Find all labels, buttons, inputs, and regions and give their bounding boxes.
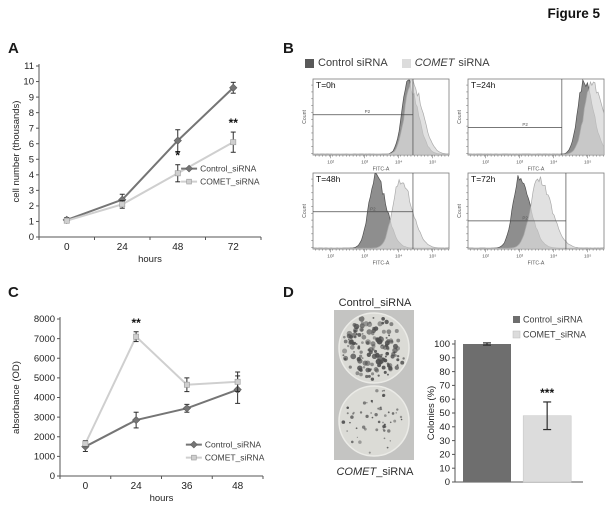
panel-c-absorbance-line-chart [6, 290, 270, 508]
panel-b-flow-histogram-t0 [300, 76, 452, 172]
panel-b-flow-histogram-t48 [300, 170, 452, 266]
chart-legend [513, 315, 586, 340]
y-tick-label: 10 [439, 463, 450, 475]
culture-dish [339, 386, 409, 456]
plate-label-text: COMET [336, 466, 377, 478]
y-axis-title: Count [457, 110, 463, 124]
panel-d-colonies-bar-chart [425, 308, 610, 493]
marker [231, 140, 236, 145]
panel-b-flow-histogram-t72 [455, 170, 607, 266]
colony-plate-photo [330, 310, 420, 460]
flow-legend-item [305, 57, 388, 69]
y-tick-label: 11 [24, 61, 34, 73]
y-axis-title: Colonies (%) [426, 385, 437, 441]
plot-title: T=0h [316, 80, 336, 90]
y-tick-label: 0 [28, 232, 34, 244]
panel-b-label: B [283, 40, 294, 57]
y-tick-label: 7 [28, 123, 34, 135]
marker [184, 382, 189, 387]
x-tick-label: 10⁵ [584, 160, 592, 166]
bar-COMET_siRNA [523, 402, 571, 482]
x-tick-label: 10² [327, 160, 335, 166]
y-tick-label: 10 [23, 76, 34, 88]
y-tick-label: 9 [28, 92, 34, 104]
gate-label: P2 [370, 206, 376, 212]
y-tick-label: 3000 [33, 412, 55, 424]
x-tick-label: 48 [172, 242, 184, 253]
significance-annotation: *** [540, 385, 555, 400]
marker [134, 334, 139, 339]
y-axis-title: Count [302, 110, 308, 124]
plot-title: T=48h [316, 174, 341, 184]
y-axis-title: absorbance (OD) [11, 361, 22, 434]
legend-label: COMET_siRNA [523, 329, 587, 340]
x-axis-title: FITC-A [372, 260, 390, 266]
flow-legend-text: Control siRNA [318, 57, 388, 69]
x-tick-label: 10³ [361, 254, 369, 260]
plot-title: T=24h [471, 80, 496, 90]
x-tick-label: 10⁵ [429, 254, 437, 260]
y-tick-label: 8000 [33, 314, 55, 326]
flow-legend-text: COMET [414, 57, 455, 69]
x-axis-title: FITC-A [527, 166, 545, 172]
x-tick-label: 24 [116, 242, 128, 253]
x-axis-title: hours [149, 493, 174, 504]
significance-annotation: ** [131, 315, 141, 330]
x-tick-label: 10² [482, 160, 490, 166]
panel-b-flow-histogram-t24 [455, 76, 607, 172]
x-axis-title: hours [138, 254, 162, 265]
y-tick-label: 40 [439, 422, 450, 433]
y-tick-label: 4 [28, 170, 34, 182]
x-axis-title: FITC-A [527, 260, 545, 266]
chart-legend [186, 440, 265, 463]
y-tick-label: 90 [439, 353, 450, 364]
x-tick-label: 10³ [516, 160, 524, 166]
significance-annotation: * [175, 148, 181, 163]
plate-label-text: _siRNA [376, 466, 414, 478]
x-tick-label: 10³ [516, 254, 524, 260]
panel-d-label: D [283, 284, 294, 301]
y-tick-label: 100 [434, 339, 450, 351]
legend-label: COMET_siRNA [204, 452, 265, 463]
bar-Control_siRNA [463, 343, 511, 482]
y-tick-label: 60 [439, 394, 450, 406]
x-tick-label: 10⁴ [394, 160, 403, 166]
gate-label: P2 [522, 215, 528, 221]
x-tick-label: 36 [181, 481, 193, 492]
y-tick-label: 6 [28, 138, 34, 150]
y-tick-label: 0 [444, 477, 450, 489]
y-tick-label: 30 [439, 435, 450, 447]
panel-b-legend [305, 57, 490, 69]
marker [235, 379, 240, 384]
plate-label-comet [330, 465, 420, 479]
y-tick-label: 8 [28, 107, 34, 119]
x-tick-label: 10⁴ [549, 254, 558, 260]
legend-label: COMET_siRNA [200, 176, 260, 187]
y-tick-label: 6000 [33, 353, 55, 365]
panel-a-growth-line-chart [6, 58, 270, 268]
y-axis-title: Count [457, 204, 463, 218]
y-tick-label: 5000 [33, 373, 55, 385]
flow-legend-item [402, 57, 490, 69]
y-tick-label: 20 [439, 449, 450, 461]
x-tick-label: 10³ [361, 160, 369, 166]
series-Control_siRNA [63, 82, 237, 223]
y-tick-label: 1 [28, 216, 34, 228]
x-tick-label: 48 [232, 481, 244, 492]
marker [183, 405, 190, 412]
x-tick-label: 10⁵ [429, 160, 437, 166]
x-axis-title: FITC-A [372, 166, 390, 172]
y-tick-label: 70 [439, 380, 450, 392]
legend-label: Control_siRNA [523, 314, 583, 325]
marker [83, 441, 88, 446]
x-tick-label: 0 [82, 481, 89, 492]
legend-label: Control_siRNA [204, 439, 262, 450]
comet-sirna-swatch [402, 59, 411, 68]
y-tick-label: 0 [49, 471, 55, 483]
y-tick-label: 4000 [33, 392, 55, 404]
figure-title: Figure 5 [547, 6, 600, 21]
axes [36, 64, 261, 240]
x-tick-label: 10⁵ [584, 254, 592, 260]
marker [132, 416, 139, 423]
significance-annotation: ** [228, 116, 238, 131]
y-tick-label: 2000 [33, 431, 55, 443]
x-tick-label: 10⁴ [549, 160, 558, 166]
y-axis-title: Count [302, 204, 308, 218]
x-tick-label: 24 [130, 481, 142, 492]
gate-label: P2 [522, 122, 528, 128]
control-sirna-swatch [305, 59, 314, 68]
y-tick-label: 1000 [33, 451, 55, 463]
x-tick-label: 72 [227, 242, 239, 253]
panel-d-plate-images [330, 296, 420, 479]
series-COMET_siRNA [83, 332, 240, 447]
marker [120, 202, 125, 207]
panel-a-label: A [8, 40, 19, 57]
gate-label: P2 [364, 109, 371, 115]
legend-label: Control_siRNA [200, 163, 257, 174]
flow-legend-text: siRNA [458, 57, 490, 69]
x-tick-label: 10⁴ [394, 254, 403, 260]
x-tick-label: 10² [327, 254, 335, 260]
y-tick-label: 5 [28, 154, 34, 166]
y-tick-label: 2 [28, 201, 34, 213]
plate-label-text: Control_siRNA [338, 297, 412, 309]
plate-label-control [330, 296, 420, 310]
marker [175, 171, 180, 176]
plot-title: T=72h [471, 174, 496, 184]
x-tick-label: 10² [482, 254, 490, 260]
y-tick-label: 50 [439, 408, 450, 420]
chart-legend [181, 164, 260, 187]
panel-c-label: C [8, 284, 19, 301]
marker [64, 218, 69, 223]
y-tick-label: 3 [28, 185, 34, 197]
y-axis-title: cell number (thousands) [11, 100, 22, 203]
y-tick-label: 7000 [33, 333, 55, 345]
x-tick-label: 0 [63, 242, 70, 253]
y-tick-label: 80 [439, 366, 450, 378]
